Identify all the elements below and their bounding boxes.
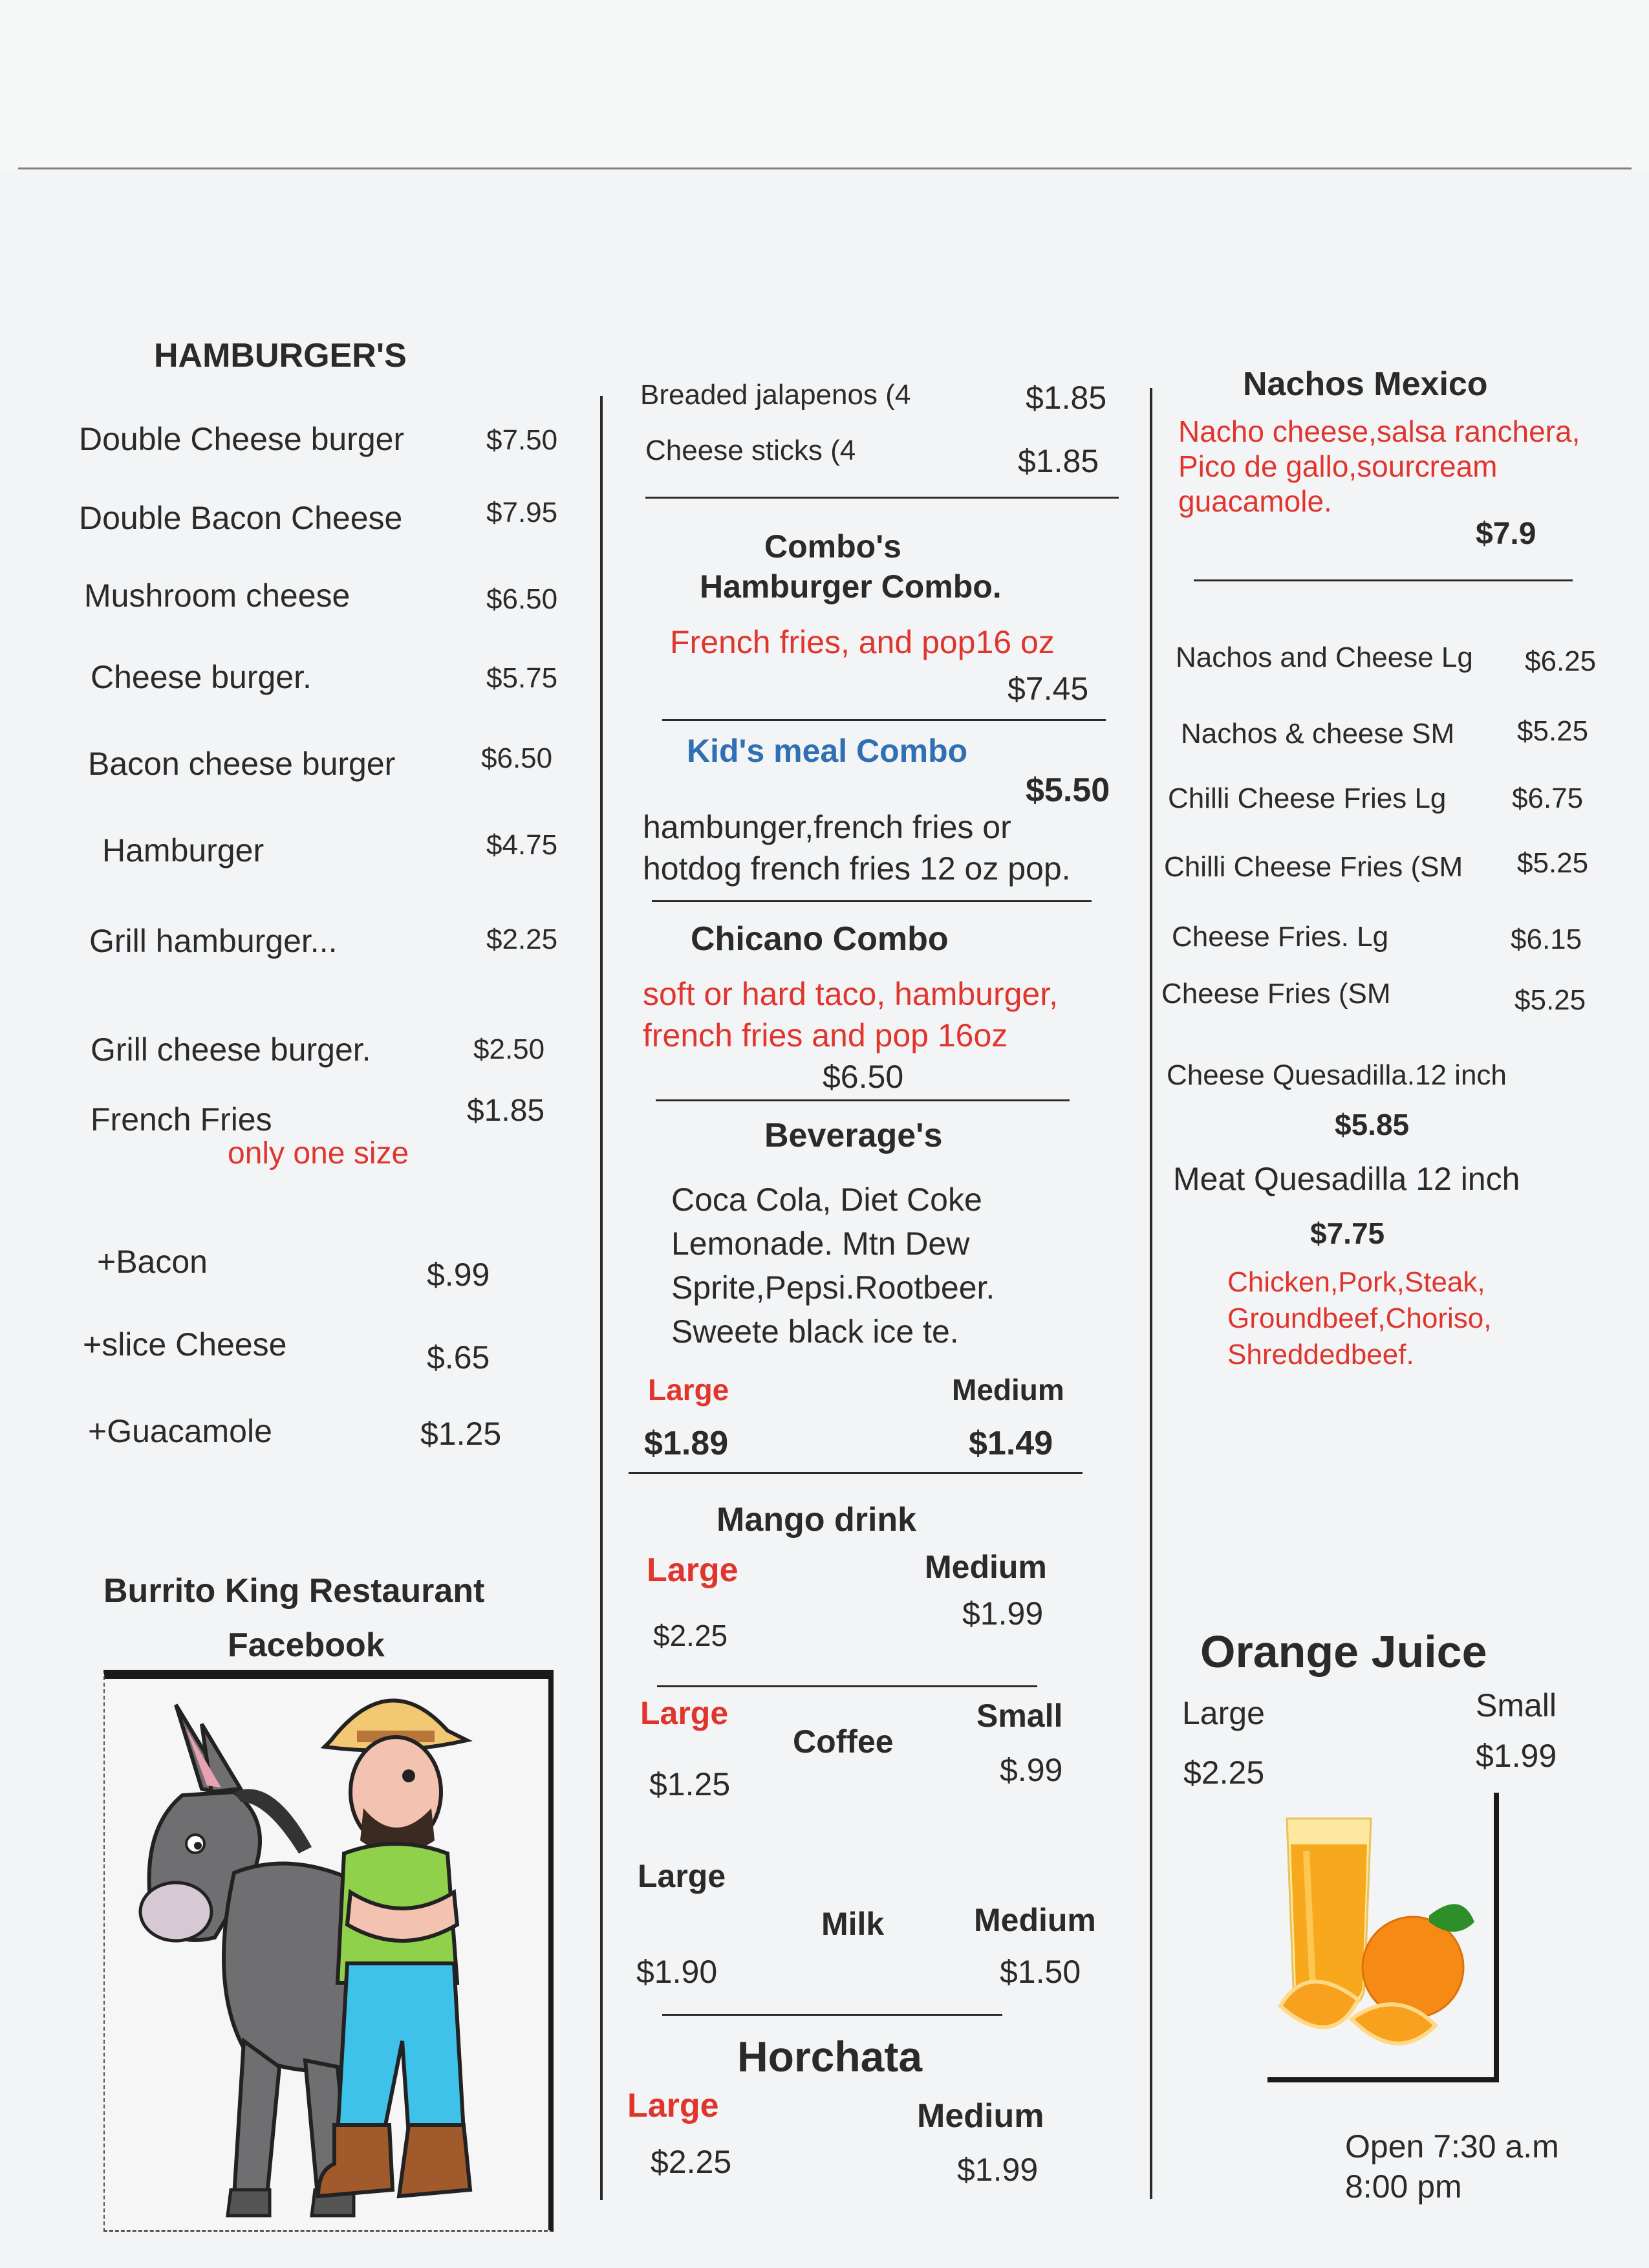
menu-item-price: $6.75 [1512,783,1584,814]
nachos-mexico-title: Nachos Mexico [1243,365,1488,403]
orange-juice-large-price: $2.25 [1183,1755,1265,1791]
meat-options: Shreddedbeef. [1227,1339,1414,1370]
orange-juice-glass-icon [1267,1793,1487,2071]
menu-item-price: $6.50 [486,583,558,615]
orange-juice-small-price: $1.99 [1476,1738,1557,1774]
size-label-medium: Medium [917,2097,1044,2135]
menu-item-price: $1.85 [467,1094,545,1128]
hamburger-combo-title: Hamburger Combo. [700,568,1002,605]
menu-item-price: $5.75 [486,662,558,694]
size-label-large: Large [627,2087,719,2124]
size-label-medium: Medium [925,1549,1047,1585]
menu-item-name: Chilli Cheese Fries Lg [1168,783,1447,814]
menu-item-price: $6.25 [1525,645,1597,677]
nachos-mexico-desc: Pico de gallo,sourcream [1178,449,1498,483]
menu-item-name: Double Bacon Cheese [79,500,403,536]
menu-item-name: Nachos and Cheese Lg [1176,642,1473,673]
milk-title: Milk [821,1906,885,1942]
nachos-mexico-price: $7.9 [1476,517,1536,551]
menu-item-price: $6.15 [1511,923,1582,955]
meat-options: Groundbeef,Choriso, [1227,1302,1492,1334]
hamburgers-heading: HAMBURGER'S [154,337,407,374]
column-divider-right [1150,388,1152,2199]
coffee-large-price: $1.25 [649,1766,731,1802]
chicano-combo-price: $6.50 [823,1059,904,1095]
beverage-medium-price: $1.49 [969,1425,1053,1462]
menu-item-name: Mushroom cheese [84,578,350,614]
chicano-combo-desc: french fries and pop 16oz [643,1017,1008,1053]
size-label-medium: Medium [974,1902,1096,1938]
menu-item-price: $7.50 [486,424,558,456]
kids-meal-price: $5.50 [1026,772,1110,809]
menu-item-price: $2.50 [473,1033,545,1065]
menu-item-price: $1.85 [1026,380,1107,416]
extra-item-price: $.99 [427,1257,490,1293]
size-label-small: Small [976,1698,1063,1734]
menu-item-price: $5.25 [1517,715,1589,747]
chicano-combo-desc: soft or hard taco, hamburger, [643,976,1059,1012]
extra-item-name: +Guacamole [88,1413,272,1449]
menu-item-name: Cheese sticks (4 [645,435,856,466]
coffee-small-price: $.99 [1000,1752,1063,1788]
size-label-medium: Medium [952,1373,1064,1407]
chicano-combo-title: Chicano Combo [691,920,949,958]
menu-item-price: $7.95 [486,497,558,528]
opening-hours: Open 7:30 a.m [1345,2128,1559,2165]
milk-medium-price: $1.50 [1000,1954,1081,1990]
extra-item-price: $1.25 [420,1416,502,1452]
cheese-quesadilla-price: $5.85 [1335,1108,1410,1141]
facebook-subtitle: Facebook [228,1626,385,1664]
menu-item-price: $5.25 [1514,984,1586,1016]
kids-meal-desc: hambunger,french fries or [643,809,1011,845]
beverage-list-line: Sweete black ice te. [671,1313,959,1350]
divider [656,1099,1070,1101]
divider [645,497,1119,499]
page-edge-line [18,167,1632,169]
menu-item-name: Grill cheese burger. [91,1031,371,1068]
menu-item-price: $4.75 [486,829,558,861]
kids-meal-desc: hotdog french fries 12 oz pop. [643,850,1071,887]
milk-large-price: $1.90 [636,1954,718,1990]
extra-item-name: +Bacon [97,1244,208,1280]
menu-item-name: Cheese Fries. Lg [1172,921,1389,953]
size-label-large: Large [640,1695,729,1731]
extra-item-price: $.65 [427,1339,490,1376]
donkey-and-farmer-icon [105,1679,548,2230]
divider [657,1685,1037,1687]
size-label-large: Large [1182,1695,1265,1731]
menu-item-name: Grill hamburger... [89,923,338,959]
nachos-mexico-desc: Nacho cheese,salsa ranchera, [1178,415,1580,448]
divider [652,900,1092,902]
beverage-large-price: $1.89 [644,1425,729,1462]
closing-hours: 8:00 pm [1345,2168,1462,2205]
size-label-large: Large [647,1551,738,1589]
menu-item-name: Cheese Fries (SM [1161,978,1391,1010]
beverage-list-line: Sprite,Pepsi.Rootbeer. [671,1269,995,1306]
hamburger-combo-price: $7.45 [1008,671,1089,707]
size-label-large: Large [648,1373,729,1407]
menu-item-name: Breaded jalapenos (4 [640,379,911,411]
nachos-mexico-desc: guacamole. [1178,484,1332,518]
menu-item-name: Bacon cheese burger [88,746,396,782]
mascot-image [103,1670,554,2232]
menu-item-price: $5.25 [1517,847,1589,879]
extra-item-name: +slice Cheese [83,1326,287,1363]
menu-item-name: Hamburger [102,832,264,869]
menu-item-price: $6.50 [481,742,553,774]
horchata-medium-price: $1.99 [957,2152,1039,2188]
divider [629,1472,1083,1474]
menu-item-price: $1.85 [1018,443,1099,479]
coffee-title: Coffee [793,1723,894,1760]
mango-drink-title: Mango drink [717,1501,917,1539]
fries-size-note: only one size [228,1136,409,1171]
menu-item-name: Cheese burger. [91,659,312,695]
menu-item-name: French Fries [91,1101,272,1138]
kids-meal-title: Kid's meal Combo [687,733,968,769]
divider [662,2014,1002,2016]
hamburger-combo-desc: French fries, and pop16 oz [670,624,1055,660]
divider [662,719,1106,721]
facebook-title: Burrito King Restaurant [103,1572,485,1610]
menu-item-name: Nachos & cheese SM [1181,718,1455,750]
cheese-quesadilla-name: Cheese Quesadilla.12 inch [1167,1059,1507,1091]
menu-item-price: $2.25 [486,923,558,955]
mango-medium-price: $1.99 [962,1595,1044,1632]
size-label-large: Large [638,1858,726,1894]
mango-large-price: $2.25 [653,1619,728,1652]
meat-options: Chicken,Pork,Steak, [1227,1266,1485,1298]
horchata-large-price: $2.25 [651,2144,732,2180]
beverages-heading: Beverage's [764,1117,943,1154]
orange-juice-title: Orange Juice [1200,1626,1487,1677]
beverage-list-line: Coca Cola, Diet Coke [671,1182,982,1218]
page-top-margin [0,0,1649,169]
meat-quesadilla-price: $7.75 [1310,1216,1385,1250]
orange-juice-image [1267,1793,1499,2082]
combos-heading: Combo's [764,528,901,565]
meat-quesadilla-name: Meat Quesadilla 12 inch [1173,1161,1520,1197]
horchata-title: Horchata [737,2033,923,2080]
beverage-list-line: Lemonade. Mtn Dew [671,1226,970,1262]
menu-item-name: Chilli Cheese Fries (SM [1164,851,1463,883]
size-label-small: Small [1476,1687,1557,1723]
column-divider-left [600,396,603,2200]
menu-item-name: Double Cheese burger [79,421,405,457]
divider [1194,579,1573,581]
